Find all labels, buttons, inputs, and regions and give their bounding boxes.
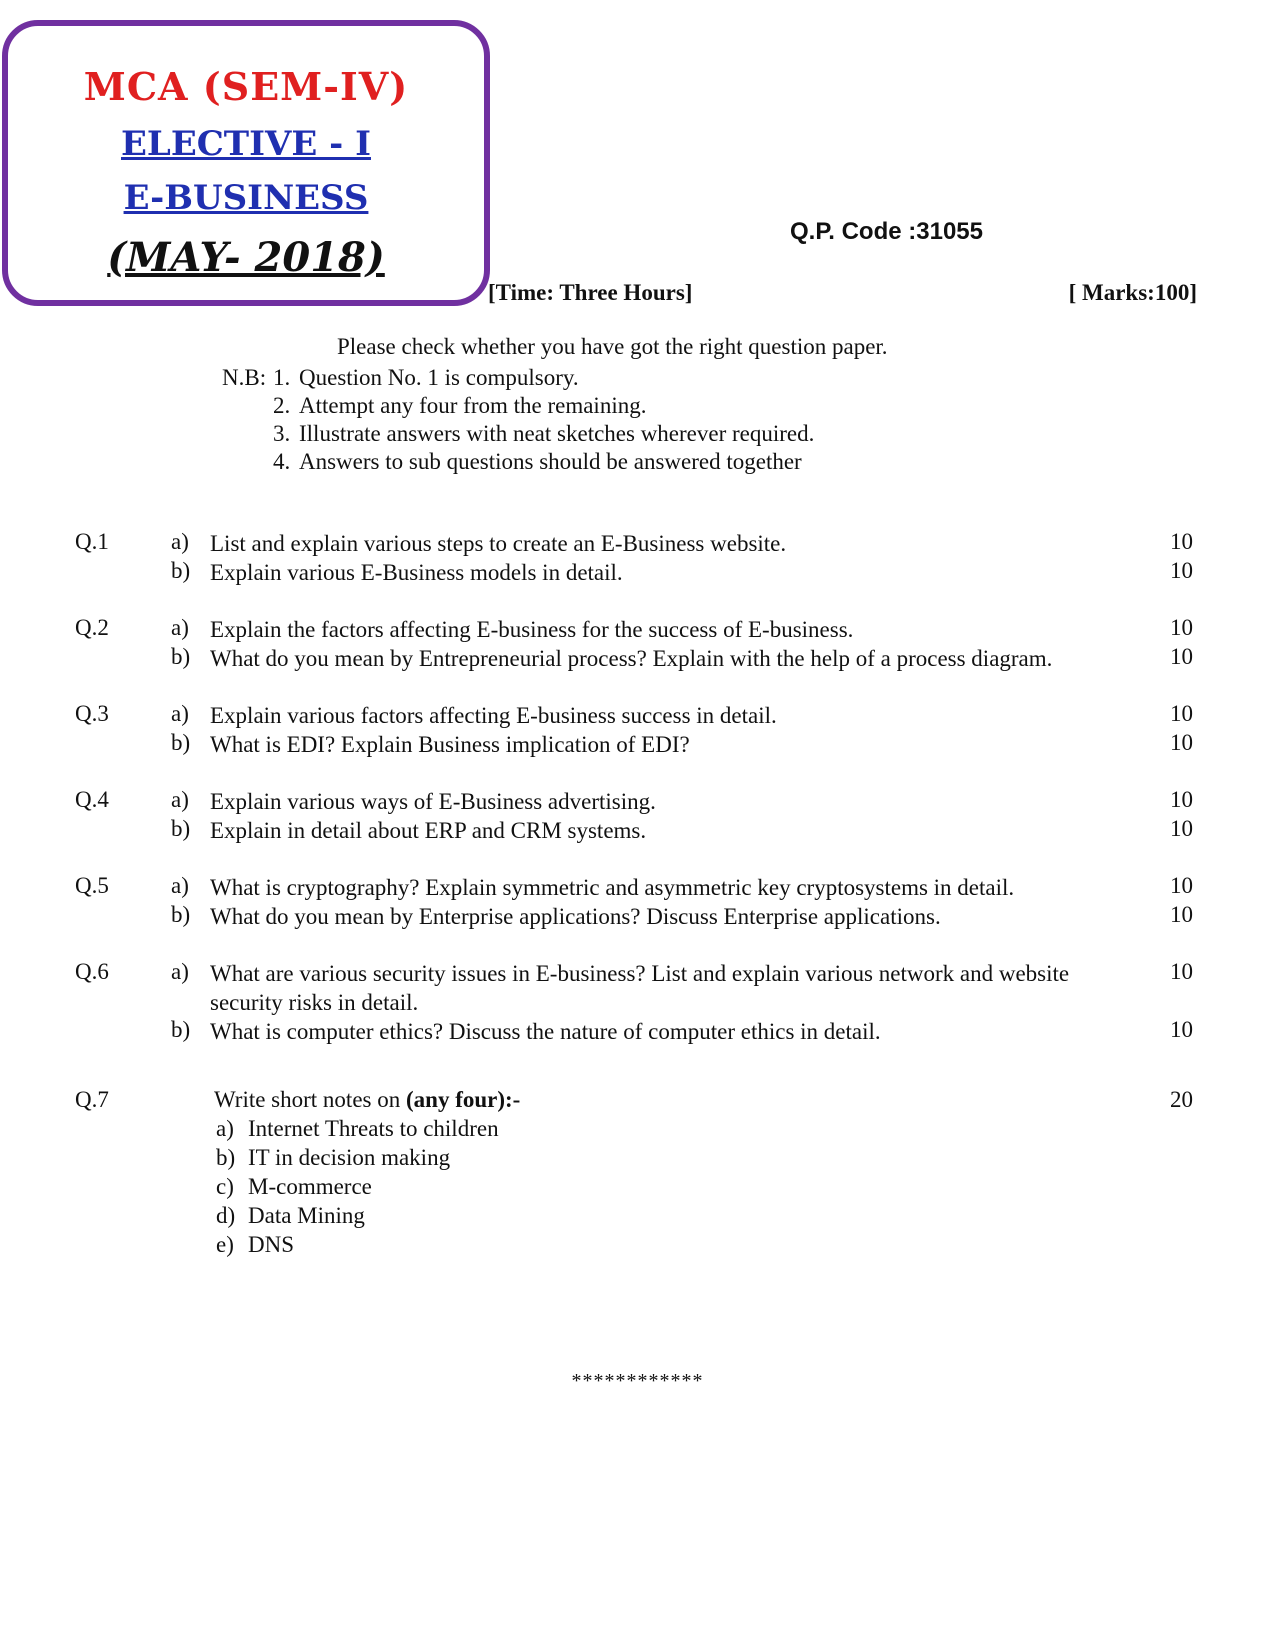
check-instruction: Please check whether you have got the right question paper.	[337, 334, 888, 359]
sub-question-text: Explain in detail about ERP and CRM systems.	[210, 818, 647, 843]
short-note-letter: d)	[216, 1203, 236, 1228]
short-note-item	[216, 1174, 372, 1200]
sub-question-text: What are various security issues in E-business? List and explain various network and website security risks in detail.	[210, 961, 1070, 1015]
short-notes-choice: (any four):-	[406, 1087, 521, 1112]
nb-item-text: Attempt any four from the remaining.	[299, 393, 647, 418]
short-note-text: Data Mining	[248, 1203, 365, 1228]
question-label: Q.7	[75, 1087, 109, 1112]
sub-question-text: What do you mean by Enterprise applications? Discuss Enterprise applications.	[210, 904, 941, 929]
session-title: (MAY- 2018)	[107, 234, 385, 281]
sub-question-letter: b)	[171, 558, 191, 583]
sub-question-text: Explain various factors affecting E-business success in detail.	[210, 703, 777, 728]
nb-item-number: 4.	[273, 449, 291, 474]
short-note-letter: a)	[216, 1116, 234, 1141]
end-of-paper-marker: ************	[571, 1370, 704, 1392]
sub-question-marks: 10	[1170, 902, 1193, 927]
sub-question-letter: a)	[171, 873, 189, 898]
short-note-text: Internet Threats to children	[248, 1116, 499, 1141]
sub-question-marks: 10	[1170, 959, 1193, 984]
nb-item-number: 3.	[273, 421, 291, 446]
sub-question-letter: b)	[171, 1017, 191, 1042]
total-marks: [ Marks:100]	[1068, 280, 1197, 305]
short-note-letter: c)	[216, 1174, 234, 1199]
short-note-item	[216, 1116, 499, 1142]
question-label: Q.3	[75, 701, 109, 726]
sub-question-marks: 10	[1170, 701, 1193, 726]
nb-item	[273, 449, 802, 475]
short-note-item	[216, 1145, 450, 1171]
sub-question-letter: a)	[171, 529, 189, 554]
short-note-text: M-commerce	[248, 1174, 372, 1199]
sub-question-text: Explain various E-Business models in detail.	[210, 560, 623, 585]
sub-question-marks: 10	[1170, 816, 1193, 841]
sub-question-text: What is EDI? Explain Business implication of EDI?	[210, 732, 690, 757]
sub-question-text: What is cryptography? Explain symmetric and asymmetric key cryptosystems in detail.	[210, 875, 1015, 900]
sub-question-text: Explain various ways of E-Business advertising.	[210, 789, 656, 814]
sub-question-letter: a)	[171, 701, 189, 726]
sub-question-marks: 10	[1170, 787, 1193, 812]
course-title: MCA (SEM-IV)	[83, 64, 409, 109]
sub-question-letter: a)	[171, 787, 189, 812]
exam-time: [Time: Three Hours]	[488, 280, 693, 305]
nb-item	[273, 365, 579, 391]
subject-title: E-BUSINESS	[123, 178, 369, 218]
qp-code: Q.P. Code :31055	[790, 218, 983, 245]
short-note-text: DNS	[248, 1232, 295, 1257]
question-label: Q.2	[75, 615, 109, 640]
sub-question-text: Explain the factors affecting E-business for the success of E-business.	[210, 617, 854, 642]
nb-item-text: Question No. 1 is compulsory.	[299, 365, 579, 390]
sub-question-letter: b)	[171, 644, 191, 669]
sub-question-marks: 10	[1170, 644, 1193, 669]
sub-question-marks: 10	[1170, 873, 1193, 898]
sub-question-marks: 10	[1170, 529, 1193, 554]
sub-question-text: What is computer ethics? Discuss the nature of computer ethics in detail.	[210, 1019, 881, 1044]
sub-question-marks: 10	[1170, 1017, 1193, 1042]
title-box	[2, 20, 490, 306]
question-label: Q.4	[75, 787, 109, 812]
sub-question-letter: a)	[171, 615, 189, 640]
nb-item	[273, 421, 814, 447]
sub-question-text: List and explain various steps to create an E-Business website.	[210, 531, 787, 556]
short-note-item	[216, 1232, 294, 1258]
nb-item-text: Answers to sub questions should be answered together	[299, 449, 802, 474]
elective-title: ELECTIVE - I	[121, 124, 371, 164]
short-note-text: IT in decision making	[248, 1145, 451, 1170]
question-marks: 20	[1170, 1087, 1193, 1112]
question-label: Q.1	[75, 529, 109, 554]
sub-question-marks: 10	[1170, 558, 1193, 583]
nb-item-number: 2.	[273, 393, 291, 418]
sub-question-letter: b)	[171, 816, 191, 841]
short-note-item	[216, 1203, 365, 1229]
nb-label: N.B:	[222, 365, 267, 390]
question-label: Q.5	[75, 873, 109, 898]
short-note-letter: e)	[216, 1232, 234, 1257]
sub-question-marks: 10	[1170, 730, 1193, 755]
sub-question-text: What do you mean by Entrepreneurial process? Explain with the help of a process diagram.	[210, 646, 1053, 671]
sub-question-letter: a)	[171, 959, 189, 984]
nb-item	[273, 393, 646, 419]
sub-question-letter: b)	[171, 730, 191, 755]
sub-question-marks: 10	[1170, 615, 1193, 640]
question-label: Q.6	[75, 959, 109, 984]
nb-item-text: Illustrate answers with neat sketches wherever required.	[299, 421, 815, 446]
short-notes-intro: Write short notes on	[214, 1087, 406, 1112]
short-notes-instruction	[214, 1087, 520, 1113]
nb-item-number: 1.	[273, 365, 291, 390]
short-note-letter: b)	[216, 1145, 236, 1170]
sub-question-letter: b)	[171, 902, 191, 927]
